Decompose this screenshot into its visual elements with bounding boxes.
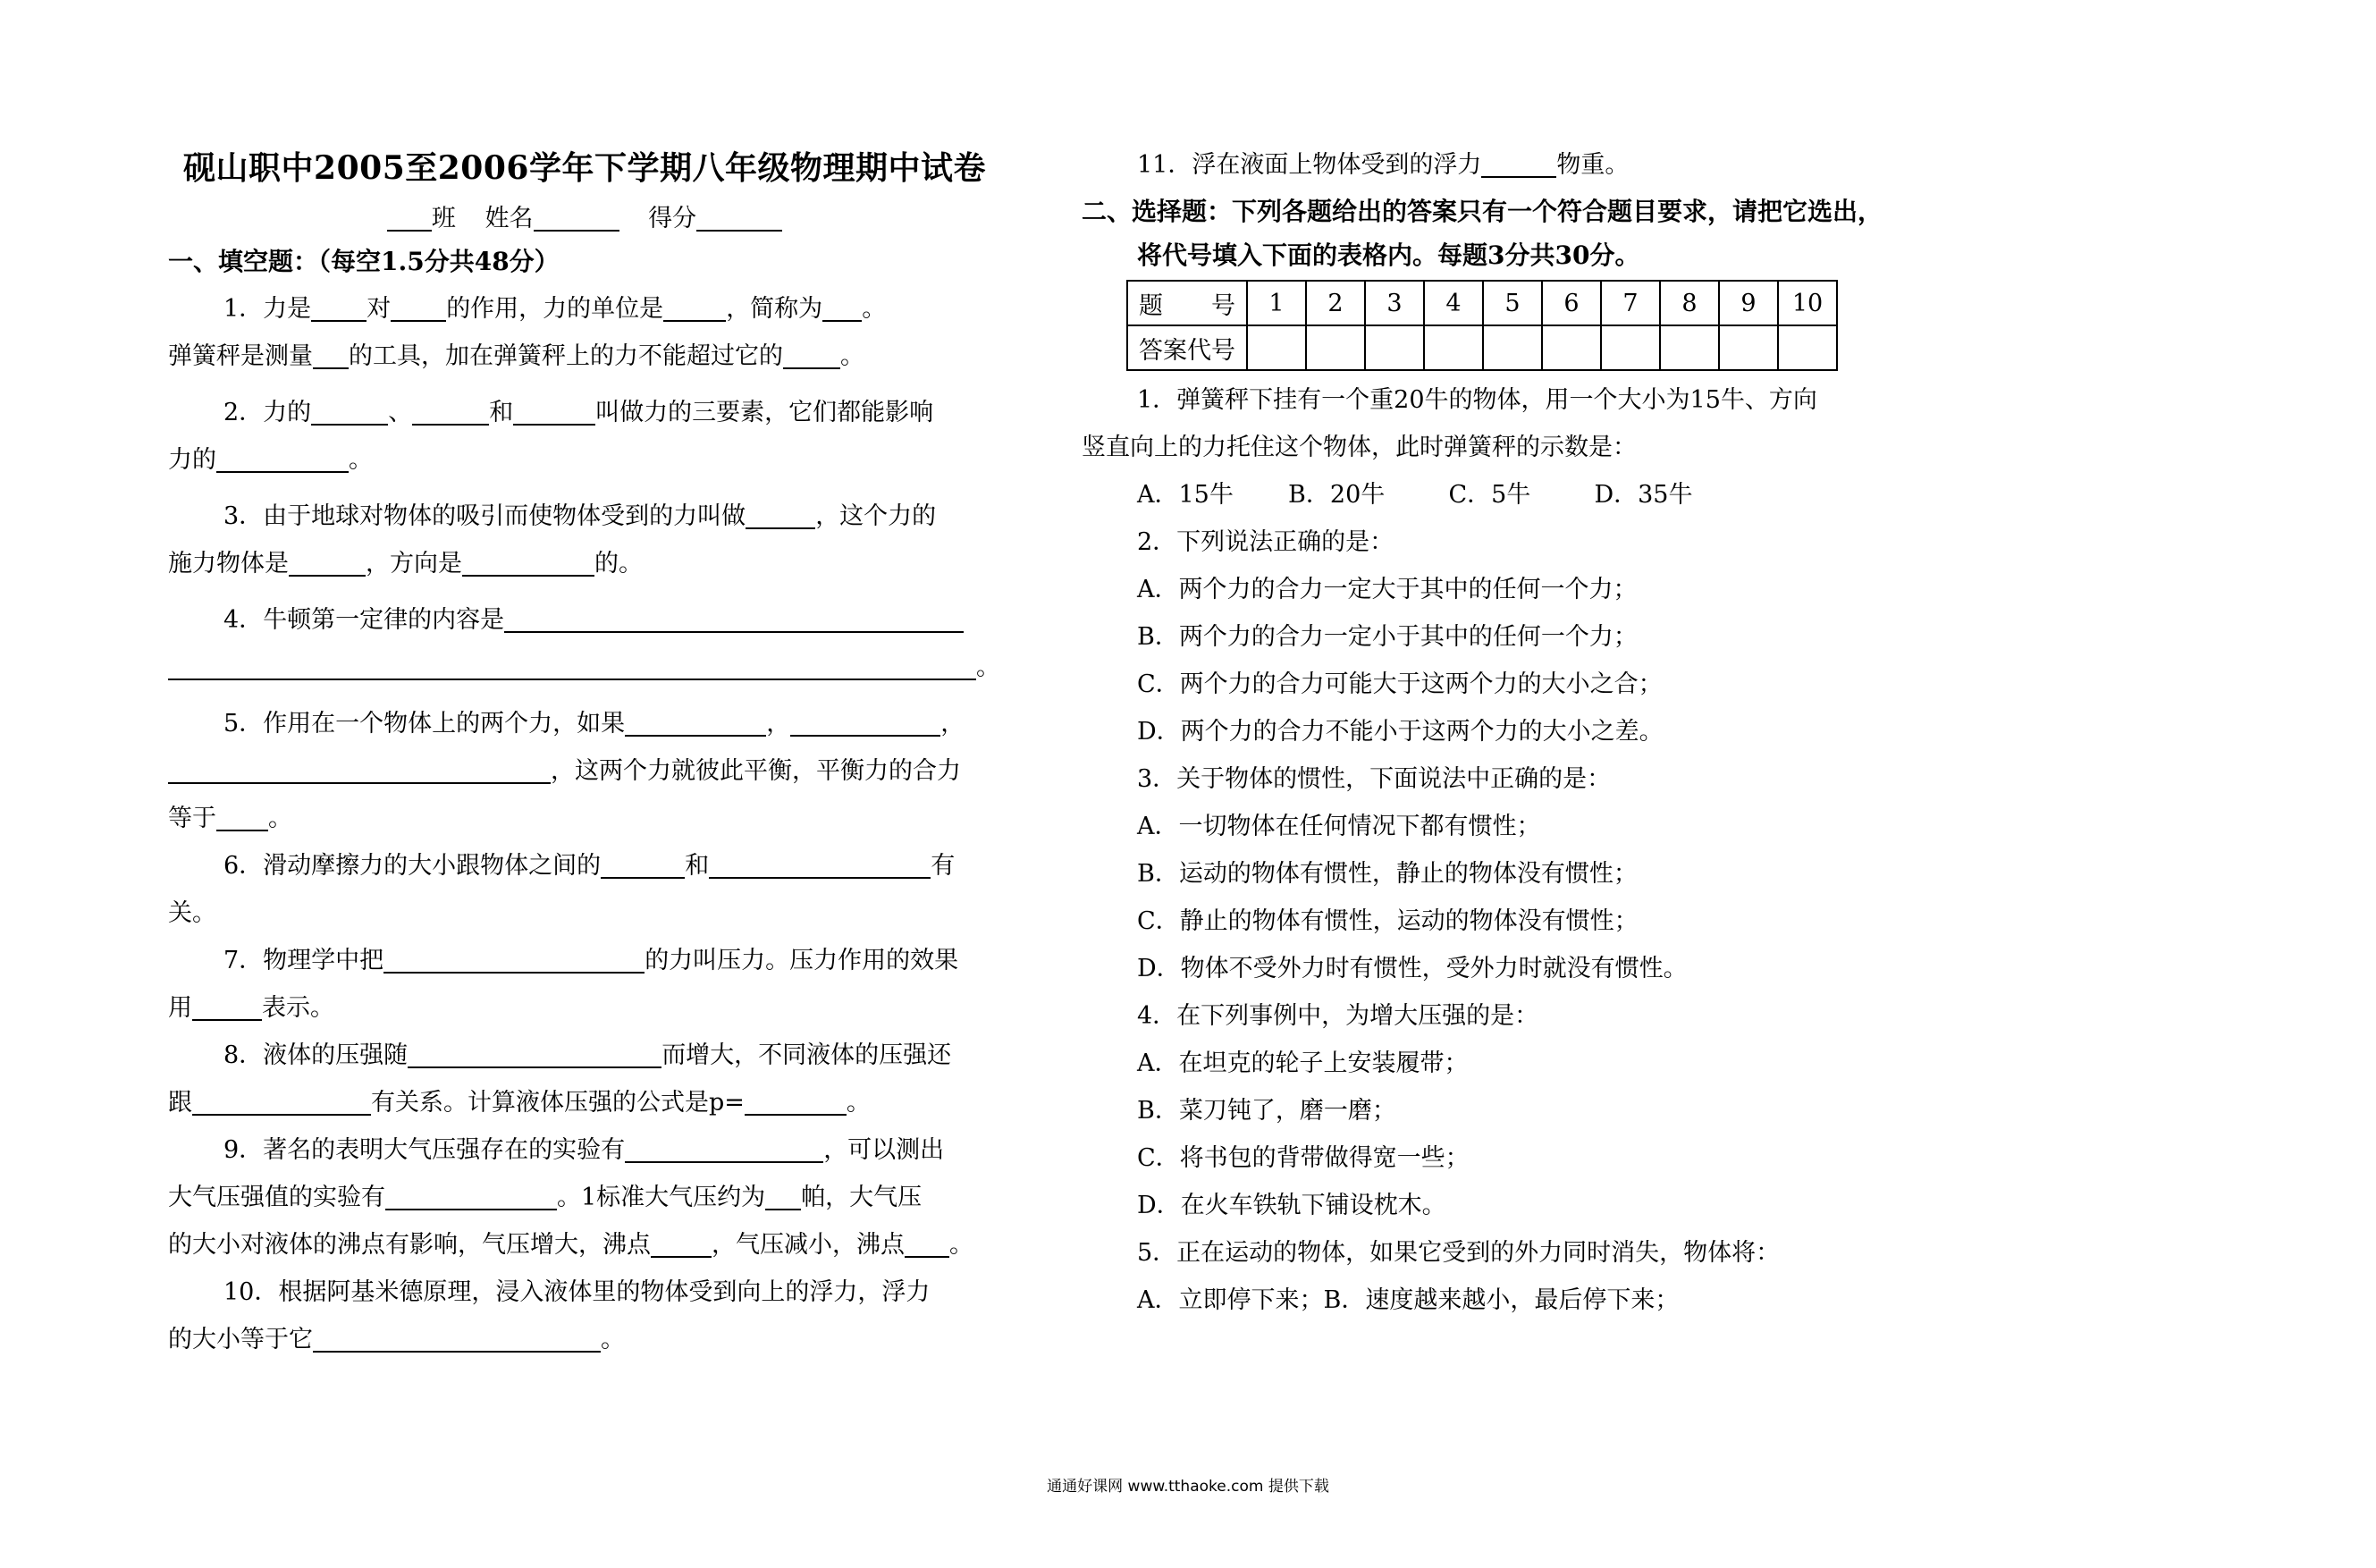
fill-q9-line2: 大气压强值的实验有 。1标准大气压约为 帕，大气压 xyxy=(168,1184,923,1211)
fill-q2-line1: 2．力的 、 和 叫做力的三要素，它们都能影响 xyxy=(223,399,934,426)
answer-cell[interactable] xyxy=(1542,325,1601,370)
mc-q2-option-d: D．两个力的合力不能小于这两个力的大小之差。 xyxy=(1137,718,1664,746)
table-number-cell: 3 xyxy=(1365,281,1424,325)
mc-q1-option-d: D．35牛 xyxy=(1594,481,1693,509)
mc-q1-stem-line1: 1．弹簧秤下挂有一个重20牛的物体，用一个大小为15牛、方向 xyxy=(1137,386,1817,414)
mc-q5-stem: 5．正在运动的物体，如果它受到的外力同时消失，物体将： xyxy=(1137,1239,1781,1267)
answer-cell[interactable] xyxy=(1660,325,1719,370)
fill-q6-line1: 6．滑动摩擦力的大小跟物体之间的 和 有 xyxy=(223,852,956,880)
fill-q4-line2: 。 xyxy=(168,644,1001,691)
mc-q4-stem: 4．在下列事例中，为增大压强的是： xyxy=(1137,1002,1539,1030)
section2-heading-line1: 二、选择题：下列各题给出的答案只有一个符合题目要求，请把它选出， xyxy=(1082,197,1883,226)
name-label: 姓名 xyxy=(484,205,534,232)
answer-cell[interactable] xyxy=(1778,325,1837,370)
fill-q2-line2: 力的 。 xyxy=(168,446,373,474)
table-number-cell: 10 xyxy=(1778,281,1837,325)
exam-title: 砚山职中2005至2006学年下学期八年级物理期中试卷 xyxy=(183,149,986,187)
answer-cell[interactable] xyxy=(1719,325,1778,370)
mc-q3-stem: 3．关于物体的惯性，下面说法中正确的是： xyxy=(1137,765,1612,793)
mc-q4-option-b: B．菜刀钝了，磨一磨； xyxy=(1137,1097,1396,1125)
fill-q10-line2: 的大小等于它 。 xyxy=(168,1326,625,1353)
fill-q7-line2: 用 表示。 xyxy=(168,994,334,1022)
answer-cell[interactable] xyxy=(1601,325,1660,370)
name-blank[interactable] xyxy=(534,203,619,232)
mc-q1-stem-line2: 竖直向上的力托住这个物体，此时弹簧秤的示数是： xyxy=(1082,434,1637,461)
answer-cell[interactable] xyxy=(1247,325,1306,370)
score-label: 得分 xyxy=(648,205,697,232)
class-blank[interactable] xyxy=(387,203,432,232)
table-number-cell: 6 xyxy=(1542,281,1601,325)
mc-q4-option-a: A．在坦克的轮子上安装履带； xyxy=(1137,1050,1469,1077)
fill-q11: 11．浮在液面上物体受到的浮力 物重。 xyxy=(1137,151,1630,179)
mc-q1-option-c: C．5牛 xyxy=(1448,481,1531,509)
fill-q1-line1: 1．力是 对 的作用，力的单位是 ，简称为 。 xyxy=(223,295,887,323)
mc-q3-option-c: C．静止的物体有惯性，运动的物体没有惯性； xyxy=(1137,907,1639,935)
mc-q4-option-c: C．将书包的背带做得宽一些； xyxy=(1137,1144,1470,1172)
fill-q9-line1: 9．著名的表明大气压强存在的实验有 ，可以测出 xyxy=(223,1136,945,1164)
mc-q5-options-ab: A．立即停下来；B．速度越来越小，最后停下来； xyxy=(1137,1286,1680,1314)
right-column xyxy=(1082,134,1940,1324)
left-column xyxy=(168,134,1001,1363)
mc-q2-option-a: A．两个力的合力一定大于其中的任何一个力； xyxy=(1137,576,1638,603)
student-info-line xyxy=(168,199,1001,239)
fill-q8-line1: 8．液体的压强随 而增大，不同液体的压强还 xyxy=(223,1041,952,1069)
table-number-cell: 4 xyxy=(1424,281,1483,325)
fill-q3-line1: 3．由于地球对物体的吸引而使物体受到的力叫做 ，这个力的 xyxy=(223,502,937,530)
answer-cell[interactable] xyxy=(1306,325,1365,370)
fill-q6-line2: 关。 xyxy=(168,899,216,927)
table-number-cell: 9 xyxy=(1719,281,1778,325)
fill-q5-line1: 5．作用在一个物体上的两个力，如果 ， ， xyxy=(223,710,965,738)
mc-q3-option-b: B．运动的物体有惯性，静止的物体没有惯性； xyxy=(1137,860,1638,888)
fill-q8-line2: 跟 有关系。计算液体压强的公式是p= 。 xyxy=(168,1089,871,1117)
answer-cell[interactable] xyxy=(1483,325,1542,370)
mc-q3-option-d: D．物体不受外力时有惯性，受外力时就没有惯性。 xyxy=(1137,955,1688,982)
fill-q3-line2: 施力物体是 ，方向是 的。 xyxy=(168,550,643,577)
answer-cell[interactable] xyxy=(1424,325,1483,370)
mc-q3-option-a: A．一切物体在任何情况下都有惯性； xyxy=(1137,813,1541,840)
footer-credit: 通通好课网 www.tthaoke.com 提供下载 xyxy=(1047,1478,1329,1496)
mc-q2-option-c: C．两个力的合力可能大于这两个力的大小之合； xyxy=(1137,670,1663,698)
table-label-answer-code: 答案代号 xyxy=(1127,325,1247,370)
mc-q1-option-b: B．20牛 xyxy=(1288,481,1386,509)
answer-table-number-row xyxy=(1127,281,1837,325)
class-label: 班 xyxy=(431,205,456,232)
section1-heading: 一、填空题：（每空1.5分共48分） xyxy=(168,247,560,276)
section2-heading-line2: 将代号填入下面的表格内。每题3分共30分。 xyxy=(1137,240,1640,270)
mc-q2-stem: 2．下列说法正确的是： xyxy=(1137,528,1394,556)
table-number-cell: 2 xyxy=(1306,281,1365,325)
table-number-cell: 8 xyxy=(1660,281,1719,325)
table-number-cell: 5 xyxy=(1483,281,1542,325)
fill-q7-line1: 7．物理学中把 的力叫压力。压力作用的效果 xyxy=(223,947,959,974)
answer-table-answer-row xyxy=(1127,325,1837,370)
fill-q5-line3: 等于 。 xyxy=(168,805,292,832)
mc-q2-option-b: B．两个力的合力一定小于其中的任何一个力； xyxy=(1137,623,1638,651)
answer-cell[interactable] xyxy=(1365,325,1424,370)
mc-q1-option-a: A．15牛 xyxy=(1137,481,1234,509)
answer-table xyxy=(1126,280,1838,371)
mc-q1-options xyxy=(1082,471,1940,518)
table-number-cell: 1 xyxy=(1247,281,1306,325)
fill-q1-line2: 弹簧秤是测量 的工具，加在弹簧秤上的力不能超过它的 。 xyxy=(168,342,864,370)
fill-q5-line2: ，这两个力就彼此平衡，平衡力的合力 xyxy=(168,747,1001,795)
score-blank[interactable] xyxy=(696,203,782,232)
fill-q10-line1: 10．根据阿基米德原理，浸入液体里的物体受到向上的浮力，浮力 xyxy=(223,1278,931,1306)
table-number-cell: 7 xyxy=(1601,281,1660,325)
fill-q9-line3: 的大小对液体的沸点有影响，气压增大，沸点 ，气压减小，沸点 。 xyxy=(168,1231,973,1259)
fill-q4-line1: 4．牛顿第一定律的内容是 xyxy=(168,596,1001,644)
mc-q4-option-d: D．在火车铁轨下铺设枕木。 xyxy=(1137,1192,1446,1219)
table-label-question-number: 题 号 xyxy=(1127,281,1247,325)
